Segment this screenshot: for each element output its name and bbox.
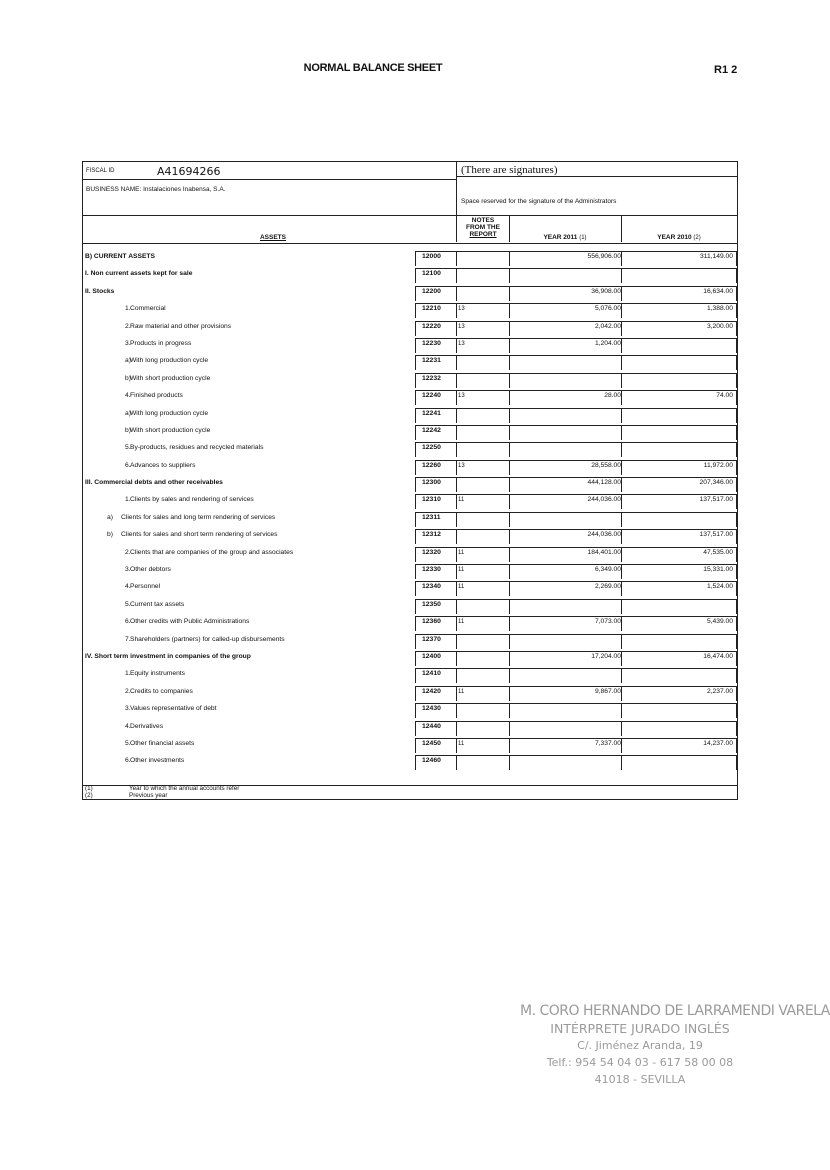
year-2011-cell [509, 668, 621, 683]
row-code: 12230 [422, 339, 441, 347]
notes-cell [456, 721, 509, 736]
row-code: 12210 [422, 305, 441, 313]
year-2011-cell [509, 634, 621, 649]
row-value-2010: 1,388.00 [706, 305, 733, 313]
row-value-2011: 184,401.00 [587, 548, 621, 556]
row-number: 1. [125, 305, 131, 313]
row-label: Clients for sales and short term rendering of services [121, 531, 278, 539]
row-code: 12310 [422, 496, 441, 504]
row-number: 2. [125, 687, 131, 695]
row-value-2010: 16,634.00 [703, 287, 733, 295]
year-2011-cell [509, 755, 621, 770]
table-row [83, 649, 737, 666]
row-note: 13 [458, 323, 465, 330]
notes-header-line: REPORT [469, 231, 497, 238]
row-number: 1. [125, 496, 131, 504]
year-2010-cell [621, 599, 737, 614]
row-number: 4. [125, 722, 131, 730]
table-row [83, 336, 737, 353]
row-code: 12360 [422, 618, 441, 626]
footnote-ref: (1) [85, 785, 93, 792]
table-row [83, 753, 737, 770]
row-value-2010: 11,972.00 [703, 461, 733, 469]
divider [456, 162, 457, 215]
row-label: Finished products [130, 392, 183, 400]
notes-cell [456, 755, 509, 770]
year-2010-cell [621, 703, 737, 718]
year-2011-cell [509, 425, 621, 440]
table-row [83, 545, 737, 562]
row-number: 6. [125, 757, 131, 765]
table-row [83, 284, 737, 301]
notes-cell [456, 425, 509, 440]
table-row [83, 353, 737, 370]
row-code: 12340 [422, 583, 441, 591]
table-row [83, 458, 737, 475]
row-value-2011: 244,036.00 [587, 531, 621, 539]
row-label: Clients for sales and long term rendering of services [121, 513, 276, 521]
table-row [83, 719, 737, 736]
fiscal-id-value: A41694266 [157, 165, 221, 178]
table-row [83, 579, 737, 596]
row-value-2011: 7,337.00 [594, 739, 621, 747]
year-2010-cell [621, 755, 737, 770]
row-value-2010: 74.00 [716, 392, 733, 400]
row-label: B) CURRENT ASSETS [85, 253, 155, 260]
row-number: b) [125, 374, 131, 382]
row-note: 11 [458, 688, 465, 695]
table-row [83, 371, 737, 388]
year-2010-cell [621, 425, 737, 440]
year-2011-cell [509, 512, 621, 527]
row-note: 11 [458, 619, 465, 626]
footnote-text: Year to which the annual accounts refer [129, 785, 240, 792]
year-2011-label: YEAR 2011 [543, 234, 578, 241]
table-row [83, 614, 737, 631]
row-label: Other credits with Public Administrations [130, 618, 250, 626]
row-code: 12410 [422, 670, 441, 678]
row-number: 5. [125, 444, 131, 452]
row-number: 2. [125, 322, 131, 330]
row-label: III. Commercial debts and other receivables [85, 479, 223, 487]
year-2010-cell [621, 442, 737, 457]
table-row [83, 440, 737, 457]
row-code: 12300 [422, 479, 441, 487]
row-code: 12200 [422, 287, 441, 295]
year-2011-cell [509, 408, 621, 423]
row-code: 12311 [422, 513, 441, 521]
signatures-note: (There are signatures) [461, 164, 558, 176]
row-code: 12260 [422, 461, 441, 469]
year-2011-cell [509, 373, 621, 388]
divider [83, 243, 737, 244]
footnote-ref: (2) [85, 792, 93, 799]
row-number: a) [125, 357, 131, 365]
document-title: NORMAL BALANCE SHEET [303, 62, 443, 74]
year-2011-header [513, 234, 617, 241]
year-2010-header [625, 234, 733, 241]
table-row [83, 388, 737, 405]
table-row [83, 266, 737, 283]
assets-column-header: ASSETS [259, 234, 286, 241]
row-label: Current tax assets [130, 600, 185, 608]
translator-stamp [520, 1003, 830, 1088]
row-label: IV. Short term investment in companies of the group [85, 652, 251, 660]
divider [456, 176, 737, 177]
notes-cell [456, 668, 509, 683]
year-2010-label: YEAR 2010 [657, 234, 692, 241]
balance-sheet-form [82, 161, 738, 800]
row-value-2011: 556,906.00 [587, 253, 621, 260]
row-value-2011: 2,269.00 [594, 583, 621, 591]
row-value-2010: 3,200.00 [706, 322, 733, 330]
row-code: 12231 [422, 357, 441, 365]
row-code: 12420 [422, 687, 441, 695]
year-2010-cell [621, 268, 737, 283]
row-code: 12000 [422, 253, 441, 260]
year-2011-cell [509, 442, 621, 457]
table-row [83, 492, 737, 509]
row-code: 12370 [422, 635, 441, 643]
year-2011-cell [509, 721, 621, 736]
notes-cell [456, 529, 509, 544]
year-2010-cell [621, 512, 737, 527]
row-value-2011: 17,204.00 [591, 652, 621, 660]
row-value-2011: 244,036.00 [587, 496, 621, 504]
year-2010-cell [621, 721, 737, 736]
row-label: Raw material and other provisions [130, 322, 232, 330]
row-label: Commercial [130, 305, 166, 313]
row-number: 3. [125, 566, 131, 574]
row-value-2010: 15,331.00 [703, 566, 733, 574]
row-code: 12440 [422, 722, 441, 730]
row-value-2011: 9,867.00 [594, 687, 621, 695]
row-value-2010: 137,517.00 [699, 496, 733, 504]
row-number: a) [125, 409, 131, 417]
table-row [83, 301, 737, 318]
row-value-2010: 47,535.00 [703, 548, 733, 556]
year-2010-cell [621, 634, 737, 649]
row-code: 12450 [422, 739, 441, 747]
row-label: With short production cycle [130, 374, 211, 382]
row-label: Equity instruments [130, 670, 186, 678]
row-number: 3. [125, 705, 131, 713]
notes-column-header [457, 217, 509, 238]
stamp-line: M. CORO HERNANDO DE LARRAMENDI VARELA [520, 1003, 830, 1019]
row-label: Other debtors [130, 566, 171, 574]
table-row [83, 319, 737, 336]
row-number: b) [107, 531, 113, 539]
balance-rows [83, 249, 737, 771]
row-label: By-products, residues and recycled materials [130, 444, 264, 452]
row-number: 1. [125, 670, 131, 678]
row-number: b) [125, 426, 131, 434]
row-code: 12400 [422, 652, 441, 660]
row-note: 11 [458, 584, 465, 591]
table-row [83, 632, 737, 649]
stamp-line: Telf.: 954 54 04 03 - 617 58 00 08 [546, 1056, 734, 1069]
row-label: Clients that are companies of the group and associates [130, 548, 294, 556]
row-number: 6. [125, 618, 131, 626]
notes-cell [456, 634, 509, 649]
row-label: II. Stocks [85, 287, 115, 295]
row-number: 7. [125, 635, 131, 643]
year-2010-cell [621, 373, 737, 388]
row-label: Clients by sales and rendering of services [130, 496, 254, 504]
row-label: Values representative of debt [130, 705, 217, 713]
row-note: 13 [458, 340, 465, 347]
row-code: 12241 [422, 409, 441, 417]
divider [621, 215, 622, 242]
table-row [83, 684, 737, 701]
year-2011-ref: (1) [579, 235, 587, 241]
year-2010-cell [621, 408, 737, 423]
row-code: 12240 [422, 392, 441, 400]
row-label: Other financial assets [130, 739, 195, 747]
divider [83, 179, 456, 180]
row-code: 12312 [422, 531, 441, 539]
row-value-2010: 137,517.00 [699, 531, 733, 539]
row-label: Personnel [130, 583, 161, 591]
row-label: I. Non current assets kept for sale [85, 270, 193, 278]
row-number: 6. [125, 461, 131, 469]
row-code: 12460 [422, 757, 441, 765]
divider [83, 215, 737, 216]
row-value-2011: 28,558.00 [591, 461, 621, 469]
table-row [83, 597, 737, 614]
row-code: 12320 [422, 548, 441, 556]
row-note: 13 [458, 393, 465, 400]
row-code: 12430 [422, 705, 441, 713]
row-number: 5. [125, 739, 131, 747]
row-label: Credits to companies [130, 687, 193, 695]
table-row [83, 510, 737, 527]
notes-cell [456, 651, 509, 666]
row-number: 3. [125, 339, 131, 347]
row-code: 12242 [422, 426, 441, 434]
row-value-2011: 444,128.00 [587, 479, 621, 487]
year-2011-cell [509, 599, 621, 614]
row-value-2011: 6,349.00 [594, 566, 621, 574]
footnote-refs [85, 785, 93, 799]
signature-space-label: Space reserved for the signature of the Administrators [461, 198, 617, 205]
row-label: With long production cycle [130, 409, 209, 417]
table-row [83, 423, 737, 440]
row-number: 2. [125, 548, 131, 556]
row-value-2010: 311,149.00 [700, 253, 733, 260]
row-value-2010: 14,237.00 [703, 739, 733, 747]
footnote-text: Previous year [129, 792, 168, 799]
table-row [83, 406, 737, 423]
table-row [83, 562, 737, 579]
notes-cell [456, 599, 509, 614]
row-value-2011: 2,042.00 [594, 322, 621, 330]
year-2011-cell [509, 268, 621, 283]
table-row [83, 249, 737, 266]
row-value-2010: 16,474.00 [703, 652, 733, 660]
stamp-line: INTÉRPRETE JURADO INGLÉS [550, 1021, 730, 1036]
fiscal-id-label: FISCAL ID [86, 168, 115, 174]
row-value-2011: 7,073.00 [594, 618, 621, 626]
year-2010-cell [621, 668, 737, 683]
row-note: 11 [458, 549, 465, 556]
table-row [83, 666, 737, 683]
row-code: 12350 [422, 600, 441, 608]
row-note: 13 [458, 462, 465, 469]
table-row [83, 736, 737, 753]
row-code: 12232 [422, 374, 441, 382]
row-note: 11 [458, 740, 465, 747]
year-2010-ref: (2) [693, 235, 701, 241]
row-number: 5. [125, 600, 131, 608]
year-2010-cell [621, 355, 737, 370]
page-code: R1 2 [714, 64, 738, 76]
row-value-2011: 36,908.00 [591, 287, 621, 295]
notes-cell [456, 373, 509, 388]
notes-cell [456, 442, 509, 457]
row-note: 13 [458, 306, 465, 313]
row-label: Shareholders (partners) for called-up disbursements [130, 635, 285, 643]
notes-cell [456, 512, 509, 527]
row-note: 11 [458, 497, 465, 504]
row-label: Advances to suppliers [130, 461, 196, 469]
notes-cell [456, 286, 509, 301]
row-number: 4. [125, 392, 131, 400]
notes-cell [456, 703, 509, 718]
table-row [83, 475, 737, 492]
row-label: With long production cycle [130, 357, 209, 365]
row-value-2010: 1,524.00 [706, 583, 733, 591]
row-label: Products in progress [130, 339, 192, 347]
notes-header-line: FROM THE [466, 224, 500, 231]
business-name: BUSINESS NAME: Instalaciones Inabensa, S.A. [86, 186, 226, 193]
row-number: 4. [125, 583, 131, 591]
stamp-line: 41018 - SEVILLA [594, 1073, 686, 1086]
row-value-2011: 5,076.00 [594, 305, 621, 313]
row-code: 12250 [422, 444, 441, 452]
row-code: 12330 [422, 566, 441, 574]
year-2011-cell [509, 703, 621, 718]
notes-header-line: NOTES [471, 217, 495, 224]
notes-cell [456, 251, 509, 266]
row-note: 11 [458, 567, 465, 574]
row-code: 12100 [422, 270, 441, 278]
table-row [83, 701, 737, 718]
table-row [83, 527, 737, 544]
divider [509, 215, 510, 242]
row-label: Other investments [130, 757, 185, 765]
row-value-2010: 207,346.00 [699, 479, 733, 487]
row-code: 12220 [422, 322, 441, 330]
stamp-line: C/. Jiménez Aranda, 19 [577, 1039, 703, 1052]
year-2011-cell [509, 355, 621, 370]
row-number: a) [107, 513, 113, 521]
row-label: Derivatives [130, 722, 164, 730]
row-value-2011: 28.00 [604, 392, 621, 400]
footnote-texts [129, 785, 239, 799]
row-value-2011: 1,204.00 [594, 339, 621, 347]
year-2010-cell [621, 338, 737, 353]
notes-cell [456, 268, 509, 283]
notes-cell [456, 408, 509, 423]
row-value-2010: 2,237.00 [706, 687, 733, 695]
notes-cell [456, 355, 509, 370]
row-label: With short production cycle [130, 426, 211, 434]
notes-cell [456, 477, 509, 492]
row-value-2010: 5,439.00 [706, 618, 733, 626]
